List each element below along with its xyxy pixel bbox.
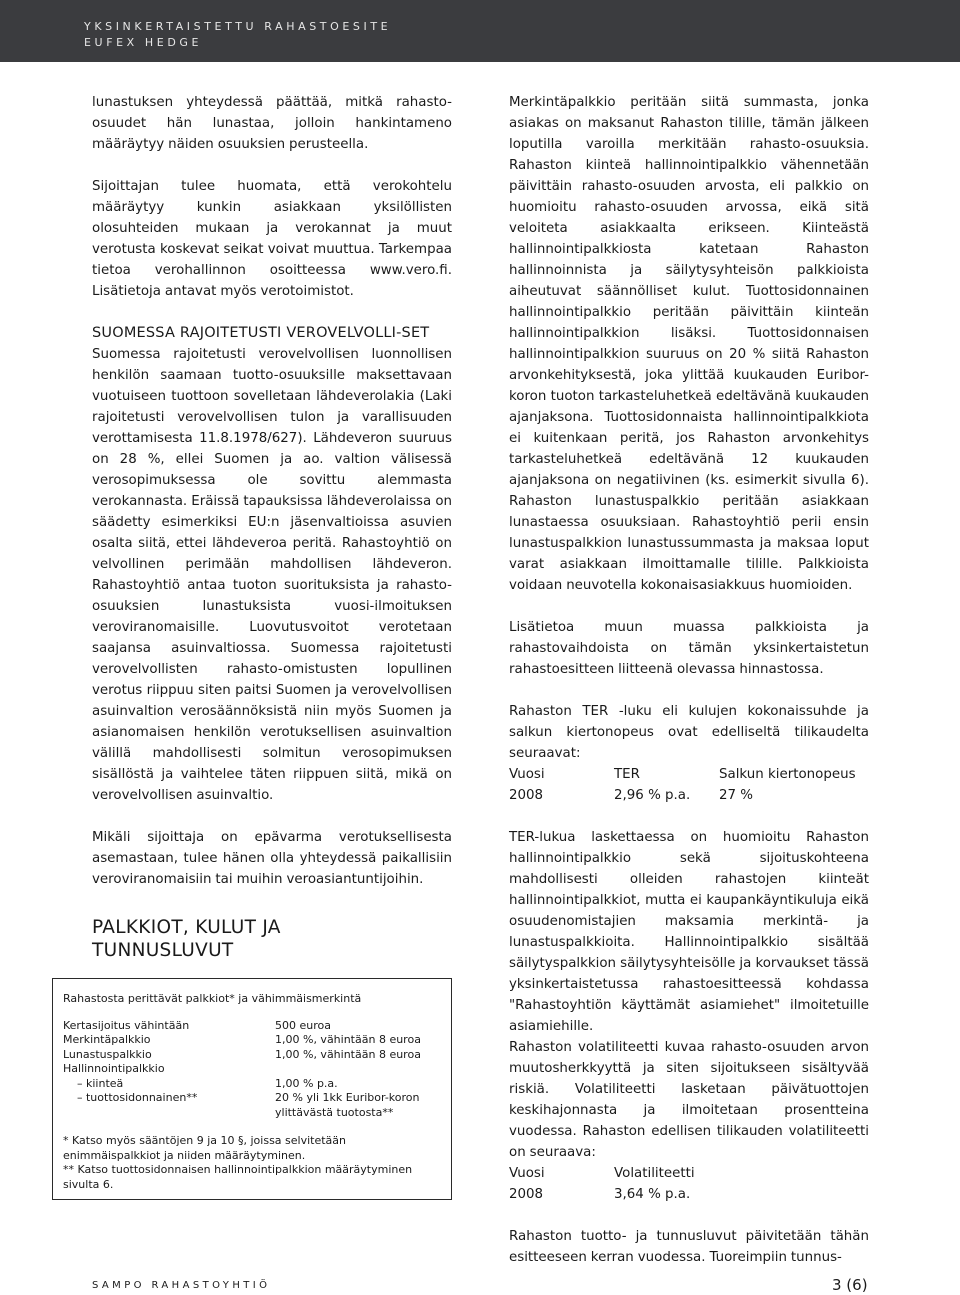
fee-note-2: ** Katso tuottosidonnaisen hallinnointipalkkion määräytyminen sivulta 6. [63,1163,413,1191]
table-header-cell: Salkun kiertonopeus [719,767,856,782]
right-paragraph-5: Rahaston volatiliteetti kuvaa rahasto-osuuden arvon muutosherkkyyttä ja siten sijoitukseen sisältyvää riskiä. Volatiliteetti lasketaan päivätuottojen keskihajonnasta ja ilmoitetaan prosentteina vuodessa. Rahaston edellisen tilikauden volatiliteetti on seuraava: [509,1040,869,1160]
footer-company: SAMPO RAHASTOYHTIÖ [92,1280,271,1291]
table-row [509,1184,869,1205]
left-paragraph-4: Mikäli sijoittaja on epävarma verotuksellisesta asemastaan, tulee hänen olla yhteydessä paikallisiin veroviranomaisiin tai muihin veroasiantuntijoihin. [92,830,452,887]
right-paragraph-3: Rahaston TER -luku eli kulujen kokonaissuhde ja salkun kiertonopeus ovat edelliseltä tilikaudelta seuraavat: [509,704,869,761]
table-header-cell: Vuosi [509,1166,545,1181]
fund-name: EUFEX HEDGE [84,36,203,49]
table-cell: 27 % [719,788,754,803]
left-paragraph-1: lunastuksen yhteydessä päättää, mitkä rahasto-osuudet hän lunastaa, jolloin hankintameno määräytyy näiden osuuksien perusteella. [92,95,452,152]
section-heading-palkkiot: PALKKIOT, KULUT JA TUNNUSLUVUT [92,917,281,961]
table-cell: 2008 [509,788,544,803]
fee-row [63,1033,441,1048]
fee-label: Merkintäpalkkio [63,1033,151,1046]
fee-value: 1,00 %, vähintään 8 euroa [275,1033,421,1046]
fee-value: 1,00 %, vähintään 8 euroa [275,1047,421,1061]
fee-label: Lunastuspalkkio [63,1047,152,1061]
table-header-row [509,764,869,785]
fee-label: – kiinteä [77,1076,124,1090]
section-heading-rajoitetusti: SUOMESSA RAJOITETUSTI VEROVELVOLLI-SET [92,325,430,341]
right-paragraph-6: Rahaston tuotto- ja tunnusluvut päivitetään tähän esitteeseen kerran vuodessa. Tuoreimpiin tunnus- [509,1229,869,1265]
fee-note-1: * Katso myös sääntöjen 9 ja 10 §, joissa selvitetään enimmäispalkkiot ja niiden määräytyminen. [63,1134,347,1162]
fee-label: Kertasijoitus vähintään [63,1018,190,1032]
page-number: 3 (6) [832,1276,868,1294]
table-header-cell: TER [614,767,640,782]
fee-row [63,1091,441,1120]
fee-row [63,1062,441,1077]
table-cell: 2,96 % p.a. [614,788,691,803]
right-paragraph-4: TER-lukua laskettaessa on huomioitu Rahaston hallinnointipalkkio sekä sijoituskohteena mahdollisesti olleiden rahastojen kiinteät hallinnointipalkkiot, mutta ei kaupankäyntikuluja eikä osuudenomistajien maksamia merkintä- ja lunastuspalkkioita. Hallinnointipalkkio sisältää säilytyspalkkion säilytysyhteisölle ja korvaukset tässä yksinkertaistetussa rahastoesitteessä kohdassa "Rahastoyhtiön käyttämät asiamiehet" ilmoitetuille asiamiehille. [509,830,869,1034]
left-column [92,92,452,962]
fee-box [52,978,452,1200]
table-row [509,785,869,806]
ter-table [509,764,869,806]
left-paragraph-3: Suomessa rajoitetusti verovelvollisen luonnollisen henkilön saamaan tuotto-osuuksille maksettavaan vuotuiseen tuottoon sovelletaan lähdeverolakia (Laki rajoitetusti verovelvollisen tulon ja varallisuuden verottamisesta 11.8.1978/627). Lähdeveron suuruus on 28 %, ellei Suomen ja ao. valtion välisessä verosopimuksessa ole sovittu alemmasta verokannasta. Eräissä tapauksissa lähdeverolaissa on säädetty esimerkiksi EU:n jäsenvaltioissa asuvien osalta siitä, ettei lähdeveroa peritä. Rahastoyhtiö on velvollinen perimään mahdollisen lähdeveron. Rahastoyhtiö antaa tuoton suorituksista ja rahasto-osuuksien lunastuksista vuosi-ilmoituksen veroviranomaisille. Luovutusvoitot verotetaan saajansa asuinvaltiossa. Suomessa rajoitetusti verovelvollisten rahasto-omistusten lopullinen verotus riippuu siten paitsi Suomen ja verovelvollisen asuinvaltion verosäännöksistä niin myös Suomen ja asianomaisen henkilön verotuksellisen asuinvaltion välillä mahdollisesti solmitun verosopimuksen sisällöstä ja vaihtelee täten riippuen siitä, mikä on verovelvollisen asuinvaltio. [92,347,452,803]
table-header-cell: Vuosi [509,767,545,782]
fee-label: – tuottosidonnainen** [77,1091,198,1104]
table-header-row [509,1163,869,1184]
fee-row [63,1048,441,1063]
fee-value: 20 % yli 1kk Euribor-koron ylittävästä tuotosta** [275,1091,420,1119]
table-cell: 3,64 % p.a. [614,1187,691,1202]
table-header-cell: Volatiliteetti [614,1166,695,1181]
right-paragraph-1: Merkintäpalkkio peritään siitä summasta, jonka asiakas on maksanut Rahaston tilille, tämän jälkeen loputilla varoilla merkitään rahasto-osuuksia. Rahaston kiinteä hallinnointipalkkio vähennetään päivittäin rahasto-osuuden arvosta, eli palkkio on huomioitu rahasto-osuuden arvossa, eikä sitä veloiteta asiakkaalta erikseen. Kiinteästä hallinnointipalkkiosta katetaan Rahaston hallinnoinnista ja säilytysyhteisön palkkioista aiheutuvat säännölliset kulut. Tuottosidonnainen hallinnointipalkkio peritään päivittäin kiinteän hallinnointipalkkion lisäksi. Tuottosidonnaisen hallinnointipalkkion suuruus on 20 % siitä Rahaston arvonkehityksestä, joka ylittää kuukauden Euribor-koron tuoton tarkasteluhetkeä edeltävänä kuukauden ajanjaksona. Tuottosidonnaista hallinnointipalkkiota ei kuitenkaan peritä, jos Rahaston arvonkehitys tarkasteluhetkeä edeltävänä 12 kuukauden ajanjaksona on negatiivinen (ks. esimerkit sivulla 6). Rahaston lunastuspalkkio peritään asiakkaan lunastaessa osuuksiaan. Rahastoyhtiö perii ensin lunastuspalkkion lunastussummasta ja maksaa loput varat asiakkaan ilmoittamalle tilille. Palkkioista voidaan neuvotella kokonaisasiakkuus huomioiden. [509,95,869,593]
fee-box-title: Rahastosta perittävät palkkiot* ja vähimmäismerkintä [63,992,362,1005]
fee-row [63,1019,441,1034]
fee-row [63,1077,441,1092]
left-paragraph-2: Sijoittajan tulee huomata, että verokohtelu määräytyy kunkin asiakkaan yksilöllisten olosuhteiden mukaan ja verokannat ja muut verotusta koskevat seikat voivat muuttua. Tarkempaa tietoa verohallinnon osoitteessa www.vero.fi. Lisätietoja antavat myös verotoimistot. [92,179,452,299]
header-band [0,0,960,62]
volatility-table [509,1163,869,1205]
fee-notes [63,1134,441,1192]
table-cell: 2008 [509,1187,544,1202]
fee-value: 500 euroa [275,1018,331,1032]
right-column [509,92,869,1268]
fee-value: 1,00 % p.a. [275,1076,338,1090]
fee-label: Hallinnointipalkkio [63,1062,165,1075]
document-title: YKSINKERTAISTETTU RAHASTOESITE [84,20,392,33]
right-paragraph-2: Lisätietoa muun muassa palkkioista ja rahastovaihdoista on tämän yksinkertaistetun rahastoesitteen liitteenä olevassa hinnastossa. [509,620,869,677]
fee-value [275,1062,441,1077]
